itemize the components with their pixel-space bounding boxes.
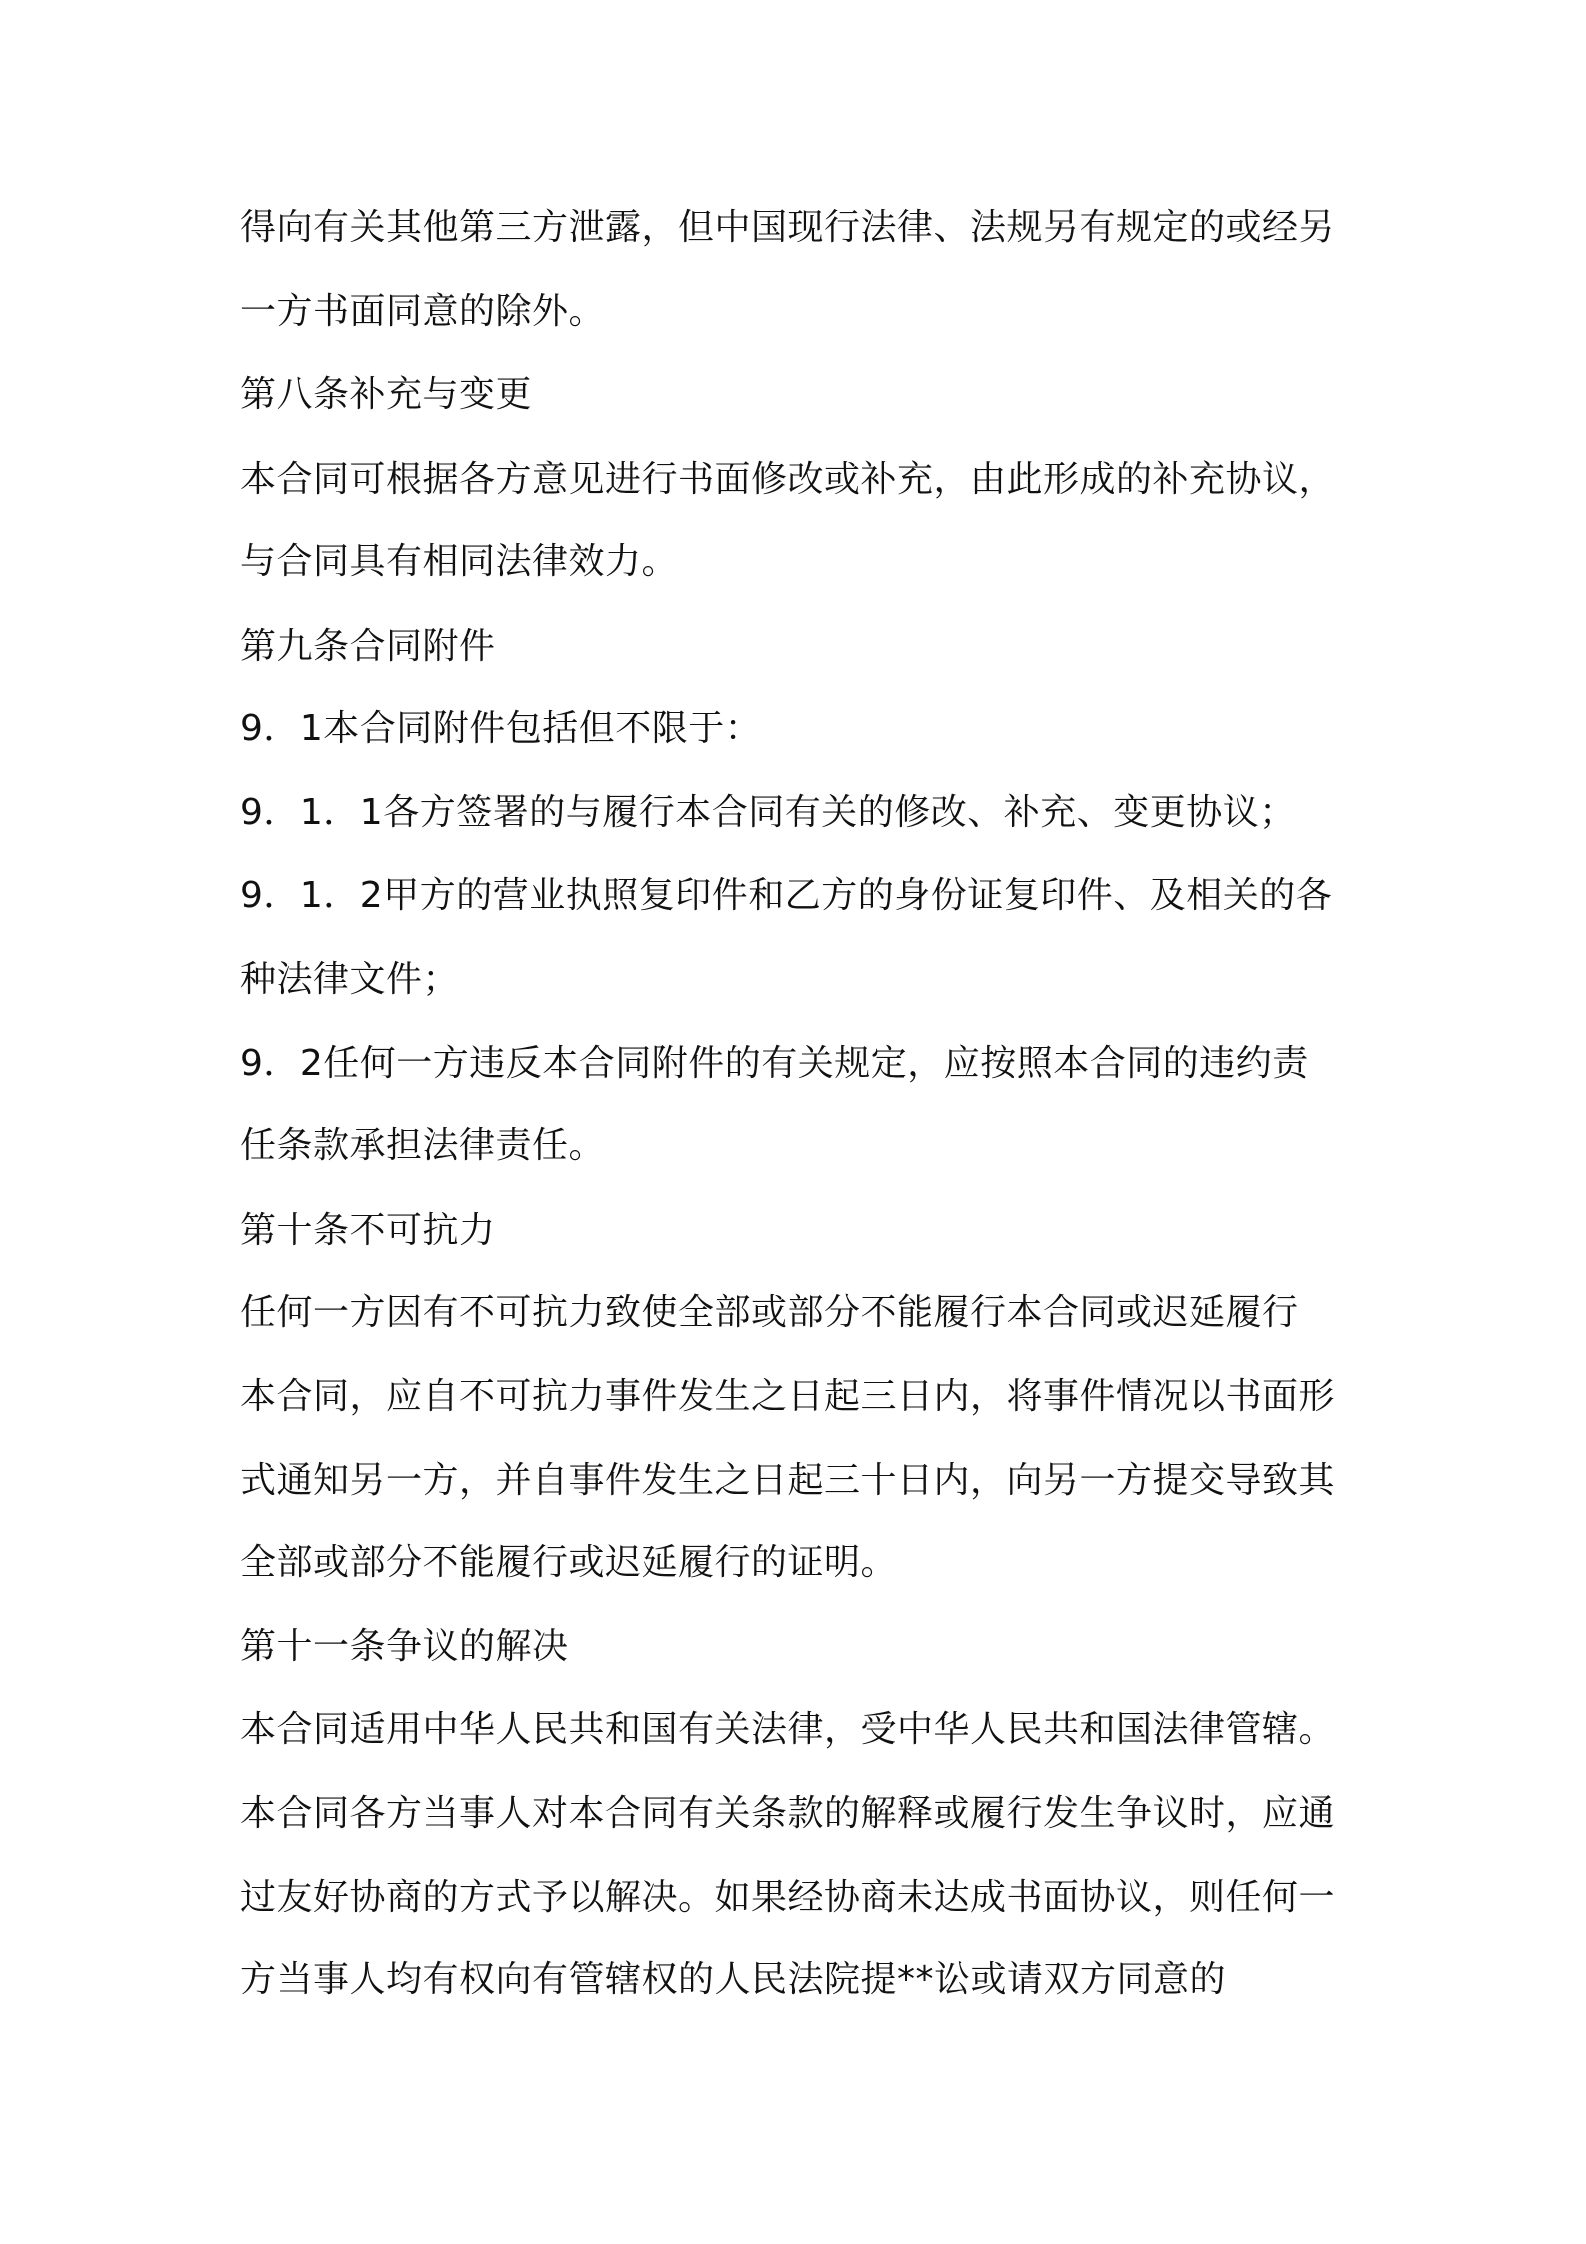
paragraph-line: 与合同具有相同法律效力。 [240,541,679,582]
section-heading-8: 第八条补充与变更 [240,374,533,415]
paragraph-line: 过友好协商的方式予以解决。如果经协商未达成书面协议，则任何一 [240,1877,1336,1918]
paragraph-line: 任条款承担法律责任。 [240,1125,606,1166]
paragraph-line: 种法律文件； [240,959,460,1000]
paragraph-line: 本合同适用中华人民共和国有关法律，受中华人民共和国法律管辖。 [240,1709,1336,1750]
paragraph-line: 任何一方因有不可抗力致使全部或部分不能履行本合同或迟延履行 [240,1292,1299,1333]
section-heading-9: 第九条合同附件 [240,626,496,667]
paragraph-line: 一方书面同意的除外。 [240,291,606,332]
clause-9-2: 9．2任何一方违反本合同附件的有关规定，应按照本合同的违约责 [240,1043,1309,1084]
paragraph-line: 得向有关其他第三方泄露，但中国现行法律、法规另有规定的或经另 [240,207,1336,248]
paragraph-line: 本合同，应自不可抗力事件发生之日起三日内，将事件情况以书面形 [240,1376,1336,1417]
paragraph-line: 式通知另一方，并自事件发生之日起三十日内，向另一方提交导致其 [240,1460,1336,1501]
paragraph-line: 方当事人均有权向有管辖权的人民法院提**讼或请双方同意的 [240,1959,1227,2000]
paragraph-line: 全部或部分不能履行或迟延履行的证明。 [240,1542,898,1583]
paragraph-line: 本合同可根据各方意见进行书面修改或补充，由此形成的补充协议， [240,459,1336,500]
section-heading-11: 第十一条争议的解决 [240,1626,569,1667]
paragraph-line: 本合同各方当事人对本合同有关条款的解释或履行发生争议时，应通 [240,1793,1336,1834]
clause-9-1-2: 9．1．2甲方的营业执照复印件和乙方的身份证复印件、及相关的各 [240,875,1333,916]
clause-9-1-1: 9．1．1各方签署的与履行本合同有关的修改、补充、变更协议； [240,792,1296,833]
clause-9-1: 9．1本合同附件包括但不限于： [240,708,762,749]
section-heading-10: 第十条不可抗力 [240,1210,496,1251]
